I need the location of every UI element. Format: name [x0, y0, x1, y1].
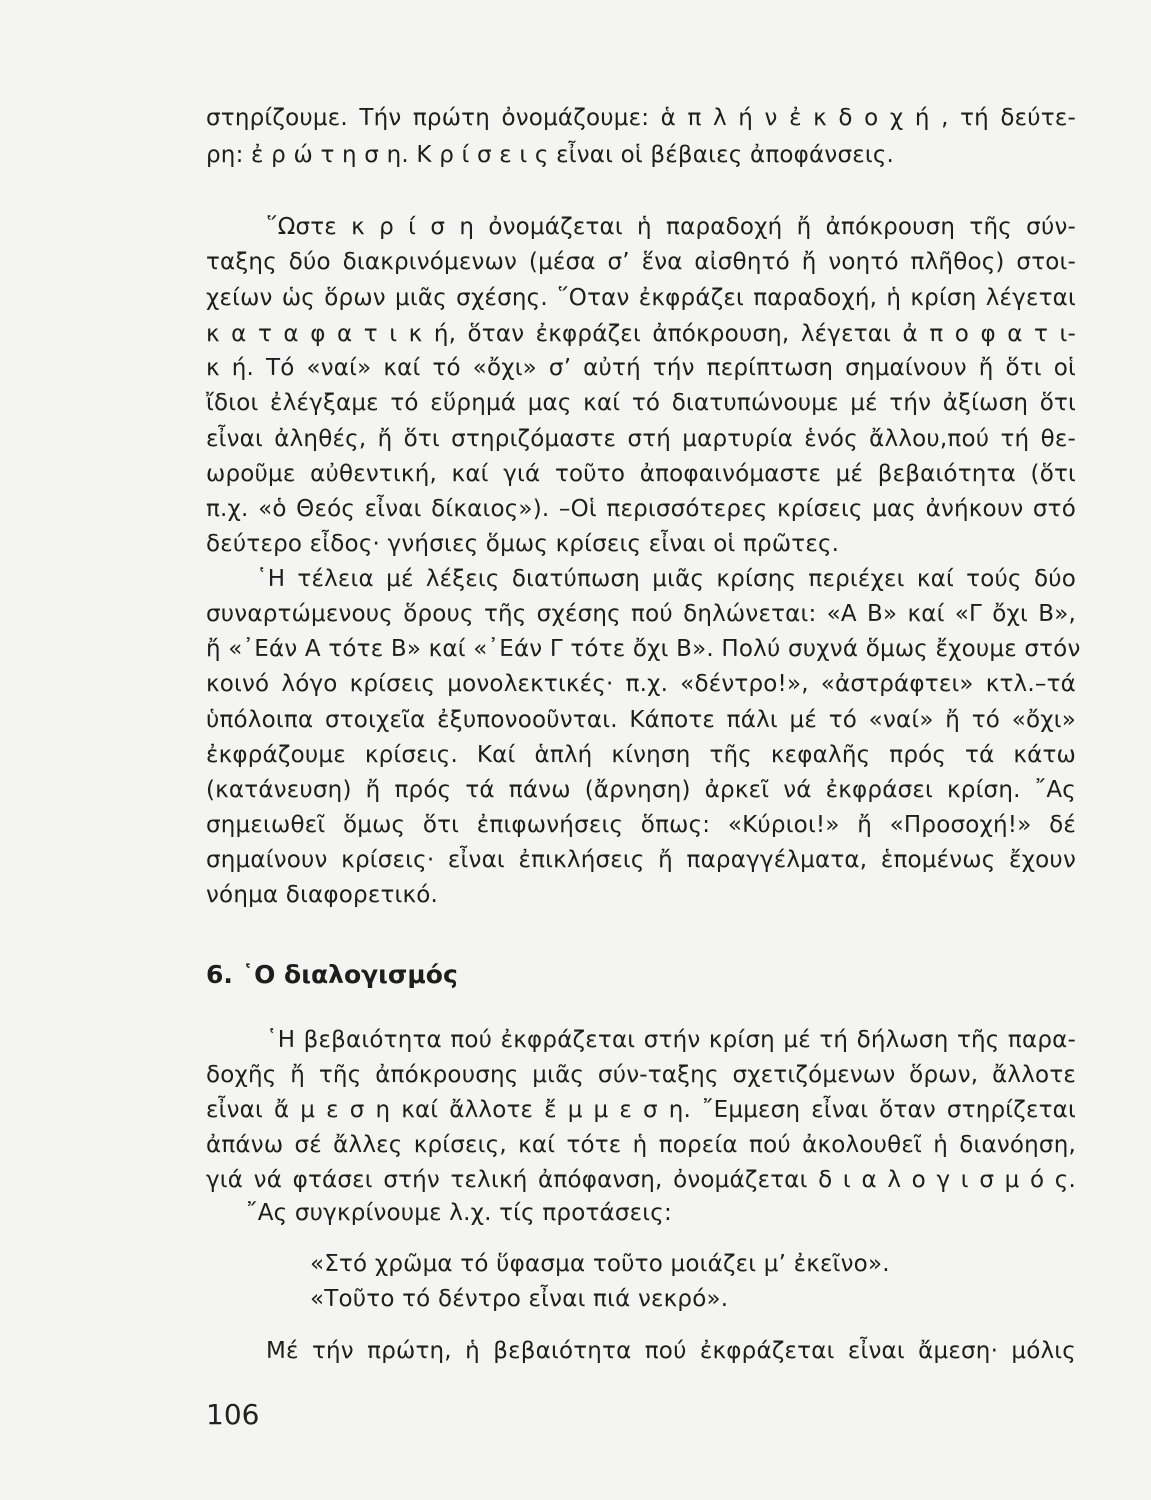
quoted-sentence: «Τοῦτο τό δέντρο εἶναι πιά νεκρό». [310, 1286, 729, 1312]
text-line: (κατάνευση) ἤ πρός τά πάνω (ἄρνηση) ἀρκεῖ νά ἐκφράσει κρίση. ῎Ας [206, 777, 1076, 803]
text-line: κοινό λόγο κρίσεις μονολεκτικές· π.χ. «δέντρο!», «ἀστράφτει» κτλ.–τά [206, 671, 1076, 697]
text-line: κ α τ α φ α τ ι κ ή, ὅταν ἐκφράζει ἀπόκρουση, λέγεται ἀ π ο φ α τ ι- [206, 321, 1076, 347]
text-line: ῎Ας συγκρίνουμε λ.χ. τίς προτάσεις: [246, 1200, 672, 1226]
text-line: σημειωθεῖ ὅμως ὅτι ἐπιφωνήσεις ὅπως: «Κύριοι!» ἤ «Προσοχή!» δέ [206, 812, 1076, 838]
text-line: γιά νά φτάσει στήν τελική ἀπόφανση, ὀνομάζεται δ ι α λ ο γ ι σ μ ό ς. [206, 1167, 1076, 1193]
text-line: ρη: ἐ ρ ώ τ η σ η. Κ ρ ί σ ε ι ς εἶναι οἱ βέβαιες ἀποφάνσεις. [206, 142, 895, 168]
text-line: ῞Ωστε κ ρ ί σ η ὀνομάζεται ἡ παραδοχή ἤ ἀπόκρουση τῆς σύν- [266, 214, 1076, 240]
text-line: ἴδιοι ἐλέγξαμε τό εὕρημά μας καί τό διατυπώνουμε μέ τήν ἀξίωση ὅτι [206, 390, 1076, 416]
text-line: ταξης δύο διακρινόμενων (μέσα σ’ ἕνα αἰσθητό ἤ νοητό πλῆθος) στοι- [206, 249, 1076, 275]
text-line: νόημα διαφορετικό. [206, 882, 439, 908]
text-line: ωροῦμε αὐθεντική, καί γιά τοῦτο ἀποφαινόμαστε μέ βεβαιότητα (ὅτι [206, 461, 1076, 487]
text-line: χείων ὡς ὅρων μιᾶς σχέσης. ῞Οταν ἐκφράζει παραδοχή, ἡ κρίση λέγεται [206, 285, 1076, 311]
quoted-sentence: «Στό χρῶμα τό ὕφασμα τοῦτο μοιάζει μ’ ἐκεῖνο». [310, 1251, 890, 1277]
text-line: δοχῆς ἤ τῆς ἀπόκρουσης μιᾶς σύν-ταξης σχετιζόμενων ὅρων, ἄλλοτε [206, 1062, 1076, 1088]
text-line: Μέ τήν πρώτη, ἡ βεβαιότητα πού ἐκφράζεται εἶναι ἄμεση· μόλις [266, 1338, 1076, 1364]
text-line: σημαίνουν κρίσεις· εἶναι ἐπικλήσεις ἤ παραγγέλματα, ἑπομένως ἔχουν [206, 847, 1076, 873]
text-line: εἶναι ἀληθές, ἤ ὅτι στηριζόμαστε στή μαρτυρία ἑνός ἄλλου,πού τή θε- [206, 426, 1076, 452]
text-line: ἀπάνω σέ ἄλλες κρίσεις, καί τότε ἡ πορεία πού ἀκολουθεῖ ἡ διανόηση, [206, 1132, 1076, 1158]
text-line: ῾Η βεβαιότητα πού ἐκφράζεται στήν κρίση μέ τή δήλωση τῆς παρα- [266, 1027, 1076, 1053]
section-heading: 6. ῾Ο διαλογισμός [206, 960, 458, 989]
text-line: εἶναι ἄ μ ε σ η καί ἄλλοτε ἔ μ μ ε σ η. ῎Εμμεση εἶναι ὅταν στηρίζεται [206, 1097, 1076, 1123]
text-line: δεύτερο εἶδος· γνήσιες ὅμως κρίσεις εἶναι οἱ πρῶτες. [206, 531, 840, 557]
text-line: ἐκφράζουμε κρίσεις. Καί ἁπλή κίνηση τῆς κεφαλῆς πρός τά κάτω [206, 742, 1076, 768]
text-line: στηρίζουμε. Τήν πρώτη ὀνομάζουμε: ἁ π λ ή ν ἐ κ δ ο χ ή , τή δεύτε- [206, 105, 1076, 131]
page-number: 106 [206, 1398, 260, 1431]
text-line: ὑπόλοιπα στοιχεῖα ἐξυπονοοῦνται. Κάποτε πάλι μέ τό «ναί» ἤ τό «ὄχι» [206, 707, 1076, 733]
text-line: κ ή. Τό «ναί» καί τό «ὄχι» σ’ αὐτή τήν περίπτωση σημαίνουν ἤ ὅτι οἱ [206, 355, 1076, 381]
text-line: π.χ. «ὁ Θεός εἶναι δίκαιος»). –Οἱ περισσότερες κρίσεις μας ἀνήκουν στό [206, 496, 1076, 522]
text-line: συναρτώμενους ὅρους τῆς σχέσης πού δηλώνεται: «Α Β» καί «Γ ὄχι Β», [206, 601, 1076, 627]
text-line: ἤ «᾽Εάν Α τότε Β» καί «᾽Εάν Γ τότε ὄχι Β». Πολύ συχνά ὅμως ἔχουμε στόν [206, 636, 1081, 662]
text-line: ῾Η τέλεια μέ λέξεις διατύπωση μιᾶς κρίσης περιέχει καί τούς δύο [256, 566, 1076, 592]
